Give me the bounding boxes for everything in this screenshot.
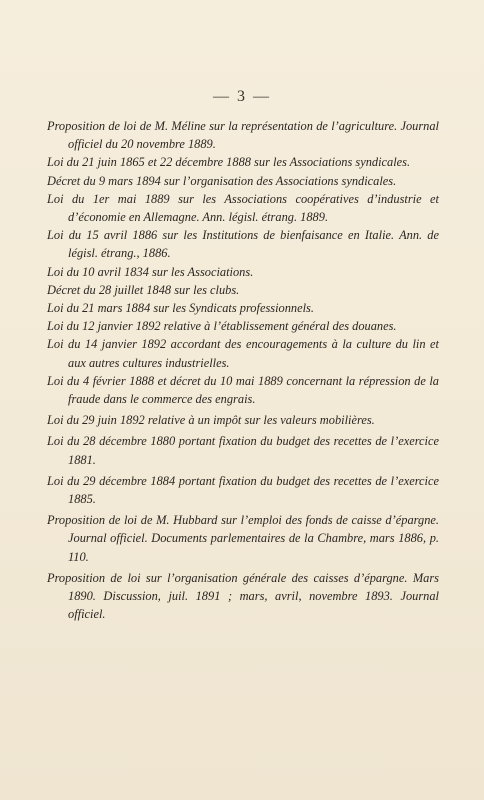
reference-entry: Loi du 21 juin 1865 et 22 décembre 1888 sur les Associations syndicales. (47, 155, 411, 170)
reference-entry: Loi du 10 avril 1834 sur les Associations. (47, 264, 254, 279)
reference-entry: Loi du 29 décembre 1884 portant fixation du budget des recettes de l’exercice 1885. (47, 473, 439, 507)
reference-entry: Décret du 28 juillet 1848 sur les clubs. (47, 282, 240, 297)
reference-entry: Loi du 28 décembre 1880 portant fixation du budget des recettes de l’exercice 1881. (47, 434, 439, 467)
reference-entry: Décret du 9 mars 1894 sur l’organisation des Associations syndicales. (47, 173, 397, 188)
reference-entry: Loi du 21 mars 1884 sur les Syndicats professionnels. (47, 301, 314, 316)
reference-entry: Loi du 4 février 1888 et décret du 10 mai 1889 concernant la répression de la fraude dans le commerce des engrais. (47, 373, 439, 407)
reference-entry: Loi du 15 avril 1886 sur les Institutions de bienfaisance en Italie. Ann. de législ. étrang., 1886. (47, 228, 439, 261)
reference-entry: Loi du 12 janvier 1892 relative à l’établissement général des douanes. (47, 319, 397, 334)
reference-entry: Proposition de loi de M. Méline sur la représentation de l’agriculture. Journal officiel du 20 novembre 1889. (47, 119, 439, 152)
reference-entry: Loi du 14 janvier 1892 accordant des encouragements à la culture du lin et aux autres cultures industrielles. (47, 337, 439, 370)
reference-entry: Loi du 29 juin 1892 relative à un impôt sur les valeurs mobilières. (47, 413, 375, 428)
reference-list (47, 117, 439, 623)
reference-entry: Loi du 1er mai 1889 sur les Associations coopératives d’industrie et d’économie en Allemagne. Ann. législ. étrang. 1889. (47, 191, 439, 225)
reference-entry: Proposition de loi sur l’organisation générale des caisses d’épargne. Mars 1890. Discussion, juil. 1891 ; mars, avril, novembre 1893. Journal officiel. (47, 570, 439, 622)
page-number: — 3 — (213, 88, 271, 105)
reference-entry: Proposition de loi de M. Hubbard sur l’emploi des fonds de caisse d’épargne. Journal officiel. Documents parlementaires de la Chambre, mars 1886, p. 110. (47, 513, 439, 564)
